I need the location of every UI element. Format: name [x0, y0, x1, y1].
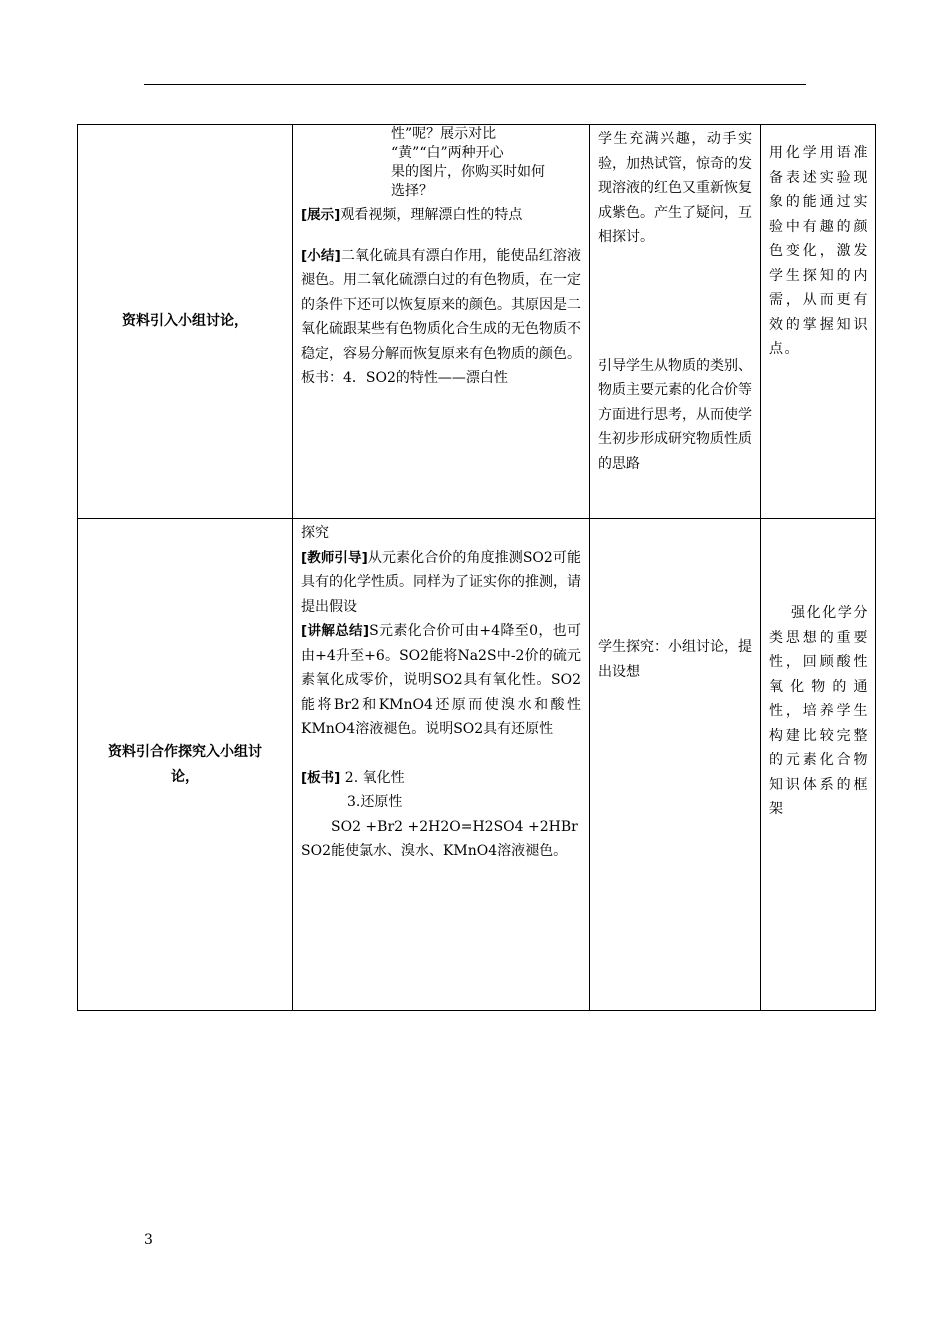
lecture-tag: [讲解总结]	[301, 623, 370, 639]
board-paragraph	[301, 766, 581, 791]
intro-line: 性”呢？展示对比	[391, 126, 497, 142]
explore-label: 探究	[301, 525, 329, 541]
lesson-plan-table	[77, 124, 876, 1011]
intro-line: 果的图片，你购买时如何	[391, 164, 545, 180]
header-rule	[144, 84, 806, 85]
summary-tag: [小结]	[301, 247, 341, 264]
table-row	[78, 519, 876, 1011]
student-cell	[590, 125, 761, 519]
summary-text: 二氧化硫具有漂白作用，能使品红溶液褪色。用二氧化硫漂白过的有色物质，在一定的条件下还可以恢复原来的颜色。其原因是二氧化硫跟某些有色物质化合生成的无色物质不稳定，容易分解而恢复原来有色物质的颜色。	[301, 247, 582, 362]
activity-label: 资料引入小组讨论，	[122, 313, 248, 330]
board-line-2: 3.还原性	[347, 794, 403, 810]
activity-cell	[78, 519, 293, 1011]
lecture-paragraph	[301, 619, 581, 742]
page-number: 3	[144, 1232, 153, 1248]
intro-line: “黄”“白”两种开心	[391, 145, 504, 161]
board-line-1: 2. 氧化性	[340, 769, 405, 786]
intro-block	[293, 125, 589, 201]
lecture-text: S元素化合价可由+4降至0，也可由+4升至+6。SO2能将Na2S中-2价的硫元素氧化成零价，说明SO2具有氧化性。SO2能将Br2和KMnO4还原而使溴水和酸性KMnO4溶液褪色。说明SO2具有还原性	[301, 623, 581, 737]
guide-tag: [教师引导]	[301, 549, 368, 566]
intent-cell	[761, 125, 876, 519]
table-row	[78, 125, 876, 519]
show-text: 观看视频，理解漂白性的特点	[340, 207, 523, 223]
intent-text: 用化学用语准备表述实验现象的能通过实验中有趣的颜色变化，激发学生探知的内需，从而更有效的掌握知识点。	[769, 145, 869, 357]
last-line: SO2能使氯水、溴水、KMnO4溶液褪色。	[301, 843, 568, 859]
board-text: 板书：4．SO2的特性——漂白性	[301, 370, 508, 386]
teacher-cell	[293, 125, 590, 519]
intro-line: 选择？	[391, 183, 433, 199]
student-guide-text: 引导学生从物质的类别、物质主要元素的化合价等方面进行思考，从而使学生初步形成研究物质性质的思路	[598, 357, 752, 472]
summary-paragraph	[301, 244, 581, 367]
intent-text: 强化化学分类思想的重要性，回顾酸性氧化物的通性，培养学生构建比较完整的元素化合物知识体系的框架	[769, 605, 869, 817]
guide-paragraph	[301, 546, 581, 620]
equation: SO2 +Br2 +2H2O=H2SO4 +2HBr	[331, 818, 578, 835]
board-tag: [板书]	[301, 769, 341, 786]
intent-cell	[761, 519, 876, 1011]
student-text: 学生充满兴趣，动手实验，加热试管，惊奇的发现溶液的红色又重新恢复成紫色。产生了疑问，互相探讨。	[598, 131, 752, 245]
show-tag: [展示]	[301, 207, 341, 223]
show-paragraph	[301, 203, 581, 228]
teacher-cell	[293, 519, 590, 1011]
student-text: 学生探究：小组讨论，提出设想	[598, 639, 752, 680]
guide-text: 从元素化合价的角度推测SO2可能具有的化学性质。同样为了证实你的推测，请提出假设	[301, 549, 581, 615]
activity-label: 资料引合作探究入小组讨论，	[108, 744, 262, 785]
student-cell	[590, 519, 761, 1011]
activity-cell	[78, 125, 293, 519]
